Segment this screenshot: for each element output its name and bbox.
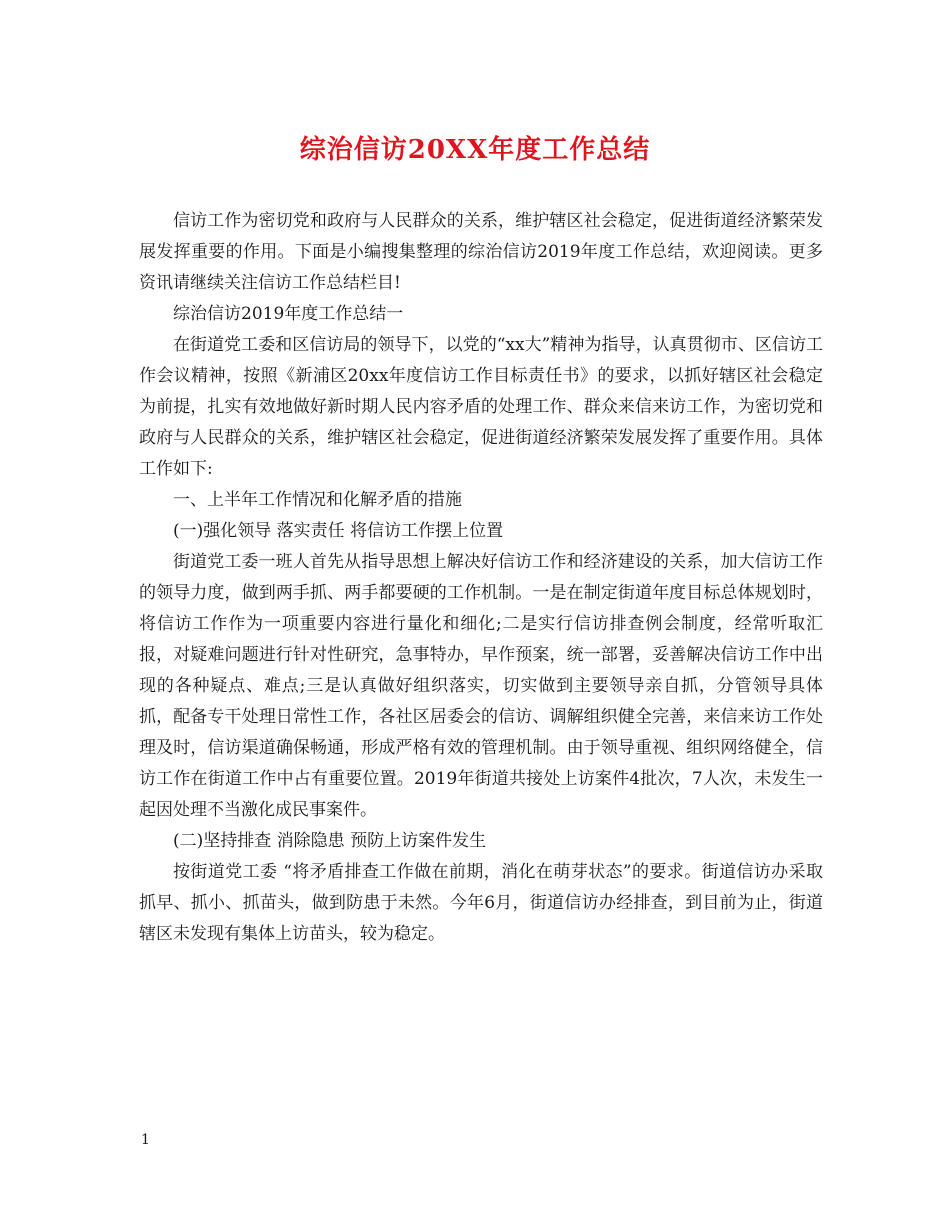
document-body [139,206,823,950]
section-heading: 一、上半年工作情况和化解矛盾的措施 [173,490,462,510]
intro-paragraph: 信访工作为密切党和政府与人民群众的关系，维护辖区社会稳定，促进街道经济繁荣发展发挥重要的作用。下面是小编搜集整理的综治信访2019年度工作总结，欢迎阅读。更多资讯请继续关注信访工作总结栏目! [139,211,823,293]
document-title: 综治信访20XX年度工作总结 [299,135,651,165]
body-paragraph: 在街道党工委和区信访局的领导下，以党的“xx大”精神为指导，认真贯彻市、区信访工作会议精神，按照《新浦区20xx年度信访工作目标责任书》的要求，以抓好辖区社会稳定为前提，扎实有效地做好新时期人民内容矛盾的处理工作、群众来信来访工作，为密切党和政府与人民群众的关系，维护辖区社会稳定，促进街道经济繁荣发展发挥了重要作用。具体工作如下: [139,335,823,479]
body-paragraph: 街道党工委一班人首先从指导思想上解决好信访工作和经济建设的关系，加大信访工作的领导力度，做到两手抓、两手都要硬的工作机制。一是在制定街道年度目标总体规划时，将信访工作作为一项重要内容进行量化和细化;二是实行信访排查例会制度，经常听取汇报，对疑难问题进行针对性研究，急事特办，早作预案，统一部署，妥善解决信访工作中出现的各种疑点、难点;三是认真做好组织落实，切实做到主要领导亲自抓，分管领导具体抓，配备专干处理日常性工作，各社区居委会的信访、调解组织健全完善，来信来访工作处理及时，信访渠道确保畅通，形成严格有效的管理机制。由于领导重视、组织网络健全，信访工作在街道工作中占有重要位置。2019年街道共接处上访案件4批次，7人次，未发生一起因处理不当激化成民事案件。 [139,552,823,820]
subsection-heading: (一)强化领导 落实责任 将信访工作摆上位置 [173,521,504,541]
subsection-heading: (二)坚持排查 消除隐患 预防上访案件发生 [173,831,487,851]
body-paragraph: 按街道党工委 “将矛盾排查工作做在前期，消化在萌芽状态”的要求。街道信访办采取抓早、抓小、抓苗头，做到防患于未然。今年6月，街道信访办经排查，到目前为止，街道辖区未发现有集体上访苗头，较为稳定。 [139,862,823,944]
page-number: 1 [141,1132,150,1148]
section-heading: 综治信访2019年度工作总结一 [173,304,404,324]
